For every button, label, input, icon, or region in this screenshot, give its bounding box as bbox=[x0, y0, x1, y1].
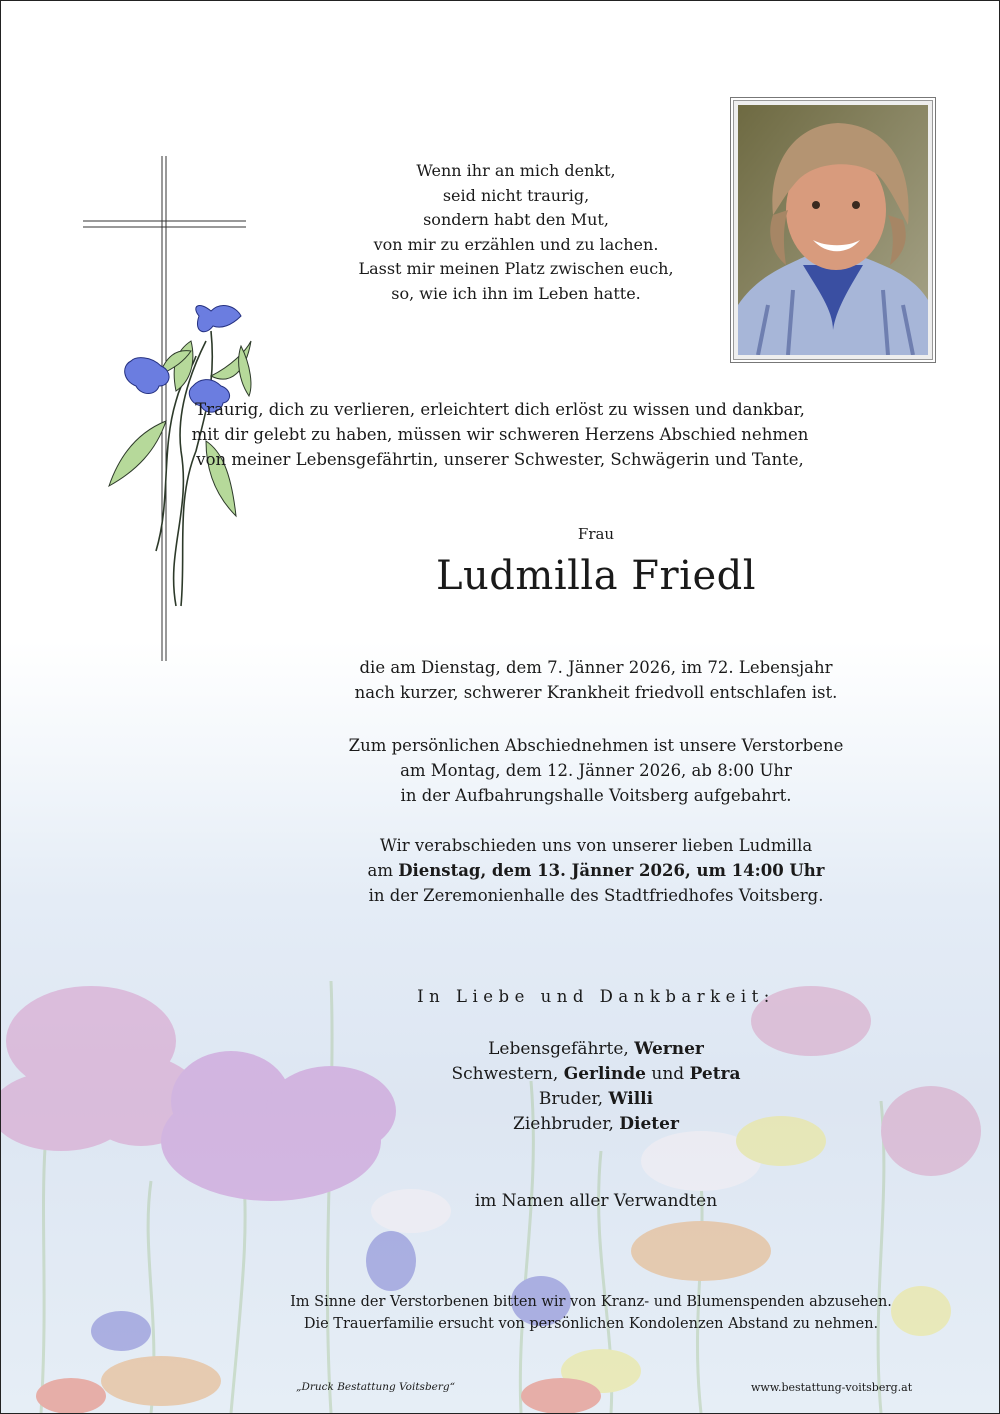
poem-line: von mir zu erzählen und zu lachen. bbox=[373, 234, 659, 254]
notice-line: Die Trauerfamilie ersucht von persönlichen Kondolenzen Abstand zu nehmen. bbox=[303, 1316, 879, 1332]
funeral-line: in der Zeremonienhalle des Stadtfriedhofes Voitsberg. bbox=[368, 886, 824, 905]
funeral-date: Dienstag, dem 13. Jänner 2026, um 14:00 Uhr bbox=[398, 861, 825, 880]
printer-credit: „Druck Bestattung Voitsberg“ bbox=[296, 1381, 455, 1393]
notice-line: Im Sinne der Verstorbenen bitten wir von Kranz- und Blumenspenden abzusehen. bbox=[290, 1294, 892, 1310]
relation-label: Schwestern, bbox=[451, 1064, 564, 1084]
member-name: Dieter bbox=[619, 1114, 679, 1134]
deceased-name: Ludmilla Friedl bbox=[435, 553, 757, 599]
funeral-prefix: am bbox=[367, 861, 399, 880]
family-member bbox=[96, 1087, 1000, 1112]
viewing-line: Zum persönlichen Abschiednehmen ist unsere Verstorbene bbox=[348, 736, 844, 755]
poem-line: so, wie ich ihn im Leben hatte. bbox=[391, 283, 641, 303]
family-member bbox=[96, 1037, 1000, 1062]
family-list bbox=[96, 1037, 1000, 1137]
funeral-line bbox=[96, 858, 1000, 883]
viewing-info bbox=[96, 733, 1000, 808]
poem-line: sondern habt den Mut, bbox=[423, 210, 609, 229]
viewing-line: am Montag, dem 12. Jänner 2026, ab 8:00 Uhr bbox=[400, 761, 792, 780]
funeral-line: Wir verabschieden uns von unserer lieben Ludmilla bbox=[379, 836, 813, 855]
funeral-info bbox=[96, 833, 1000, 908]
poem bbox=[301, 159, 731, 306]
poem-line: seid nicht traurig, bbox=[442, 185, 590, 205]
viewing-line: in der Aufbahrungshalle Voitsberg aufgebahrt. bbox=[400, 786, 792, 805]
poem-line: Wenn ihr an mich denkt, bbox=[416, 161, 616, 180]
member-name: Petra bbox=[689, 1064, 741, 1084]
relation-label: Bruder, bbox=[538, 1089, 609, 1109]
relatives-line: im Namen aller Verwandten bbox=[474, 1191, 718, 1211]
family-member bbox=[96, 1112, 1000, 1137]
intro-line: von meiner Lebensgefährtin, unserer Schwester, Schwägerin und Tante, bbox=[196, 450, 804, 469]
portrait-frame bbox=[730, 97, 936, 363]
donation-notice bbox=[91, 1291, 1000, 1335]
member-name: Werner bbox=[634, 1039, 704, 1059]
website-link[interactable]: www.bestattung-voitsberg.at bbox=[751, 1381, 913, 1394]
family-member bbox=[96, 1062, 1000, 1087]
conjunction: und bbox=[645, 1064, 690, 1084]
death-line: die am Dienstag, dem 7. Jänner 2026, im 72. Lebensjahr bbox=[359, 658, 833, 677]
intro-text bbox=[0, 397, 1000, 472]
intro-line: mit dir gelebt zu haben, müssen wir schweren Herzens Abschied nehmen bbox=[191, 425, 809, 444]
intro-line: Traurig, dich zu verlieren, erleichtert dich erlöst zu wissen und dankbar, bbox=[195, 400, 805, 419]
relation-label: Ziehbruder, bbox=[513, 1114, 620, 1134]
portrait-photo bbox=[738, 105, 928, 355]
gratitude-heading: In Liebe und Dankbarkeit: bbox=[417, 987, 775, 1006]
relation-label: Lebensgefährte, bbox=[488, 1039, 635, 1059]
member-name: Gerlinde bbox=[563, 1064, 646, 1084]
death-line: nach kurzer, schwerer Krankheit friedvoll entschlafen ist. bbox=[354, 683, 838, 702]
poem-line: Lasst mir meinen Platz zwischen euch, bbox=[358, 259, 674, 278]
member-name: Willi bbox=[608, 1089, 654, 1109]
salutation: Frau bbox=[577, 525, 615, 543]
death-notice bbox=[96, 655, 1000, 705]
